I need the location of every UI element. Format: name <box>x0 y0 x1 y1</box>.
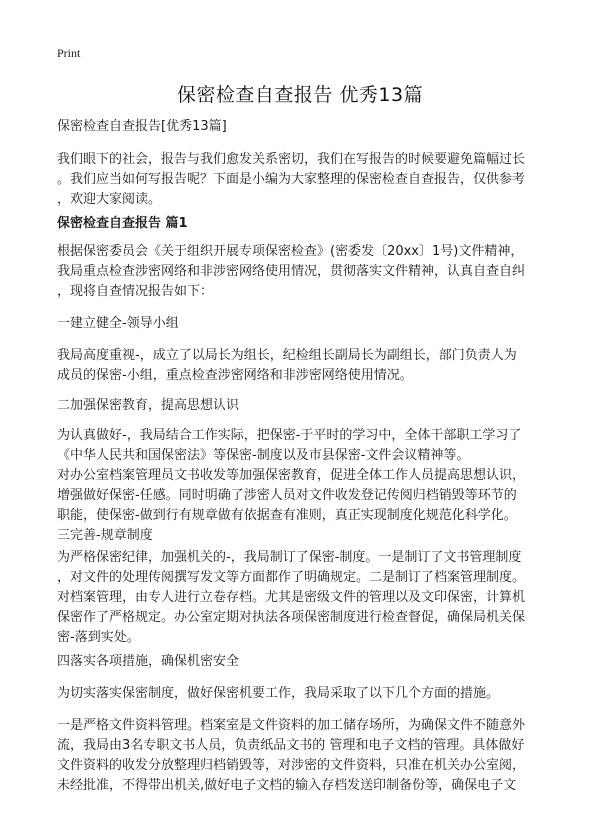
paragraph-2-line: 增强做好保密-任感。同时明确了涉密人员对文件收发登记传阅归档销毁等环节的 <box>57 488 517 503</box>
heading-3-text: 三完善-规章制度 <box>57 528 153 543</box>
heading-3 <box>57 526 557 546</box>
heading-4-text: 四落实各项措施，确保机密安全 <box>57 654 240 669</box>
paragraph-4 <box>57 684 557 704</box>
paragraph-5-line: 一是严格文件资料管理。档案室是文件资料的加工储存场所，为确保文件不随意外 <box>57 718 526 733</box>
heading-2 <box>57 396 557 416</box>
section-heading <box>57 214 557 234</box>
intro-line: 我们眼下的社会，报告与我们愈发关系密切，我们在写报告的时候要避免篇幅过长 <box>57 152 526 167</box>
paragraph-2-line: 为认真做好-，我局结合工作实际，把保密-于平时的学习中，全体干部职工学习了 <box>57 428 522 443</box>
paragraph-3 <box>57 548 557 648</box>
heading-4 <box>57 652 557 672</box>
paragraph-1-line: 我局高度重视-，成立了以局长为组长，纪检组长副局长为副组长，部门负责人为 <box>57 348 517 363</box>
intro-paragraph <box>57 150 557 210</box>
intro-line: ，欢迎大家阅读。 <box>57 192 162 207</box>
basis-line: 我局重点检查涉密网络和非涉密网络使用情况，贯彻落实文件精神，认真自查自纠 <box>57 264 526 279</box>
basis-line: ，现将自查情况报告如下： <box>57 284 214 299</box>
paragraph-5-line: 未经批准，不得带出机关,做好电子文档的输入存档发送印制备份等，确保电子文 <box>57 778 517 793</box>
paragraph-2-line: 《中华人民共和国保密法》等保密-制度以及市县保密-文件会议精神等。 <box>57 448 470 463</box>
intro-line: 。我们应当如何写报告呢？下面是小编为大家整理的保密检查自查报告，仅供参考 <box>57 172 526 187</box>
paragraph-2-line: 对办公室档案管理员文书收发等加强保密教育，促进全体工作人员提高思想认识， <box>57 468 526 483</box>
section-heading-text: 保密检查自查报告 篇1 <box>57 216 188 231</box>
paragraph-4-line: 为切实落实保密制度，做好保密机要工作，我局采取了以下几个方面的措施。 <box>57 686 500 701</box>
basis-paragraph <box>57 242 557 302</box>
paragraph-2 <box>57 426 557 526</box>
paragraph-5 <box>57 716 557 796</box>
document-subtitle <box>57 117 557 137</box>
paragraph-1-line: 成员的保密-小组，重点检查涉密网络和非涉密网络使用情况。 <box>57 368 413 383</box>
paragraph-5-line: 流，我局由3名专职文书人员，负责纸品文书的 管理和电子文档的管理。具体做好 <box>57 738 525 753</box>
paragraph-3-line: 保密作了严格规定。办公室定期对执法各项保密制度进行检查督促，确保局机关保 <box>57 610 526 625</box>
heading-1 <box>57 314 557 334</box>
paragraph-3-line: ，对文件的处理传阅撰写发文等方面都作了明确规定。二是制订了档案管理制度。 <box>57 570 526 585</box>
print-label[interactable]: Print <box>57 46 81 60</box>
paragraph-3-line: 为严格保密纪律，加强机关的-，我局制订了保密-制度。一是制订了文书管理制度 <box>57 550 522 565</box>
paragraph-3-line: 密-落到实处。 <box>57 630 140 645</box>
heading-2-text: 二加强保密教育，提高思想认识 <box>57 398 240 413</box>
paragraph-5-line: 文件资料的收发分放整理归档销毁等，对涉密的文件资料，只准在机关办公室阅， <box>57 758 526 773</box>
paragraph-3-line: 对档案管理，由专人进行立卷存档。尤其是密级文件的管理以及文印保密，计算机 <box>57 590 526 605</box>
subtitle-text: 保密检查自查报告[优秀13篇] <box>57 119 227 134</box>
heading-1-text: 一建立健全-领导小组 <box>57 316 179 331</box>
paragraph-1 <box>57 346 557 386</box>
document-title: 保密检查自查报告 优秀13篇 <box>176 84 424 106</box>
paragraph-2-line: 职能，使保密-做到行有规章做有依据查有准则，真正实现制度化规范化科学化。 <box>57 508 517 523</box>
basis-line: 根据保密委员会《关于组织开展专项保密检查》(密委发〔20xx〕1号)文件精神， <box>57 244 524 259</box>
